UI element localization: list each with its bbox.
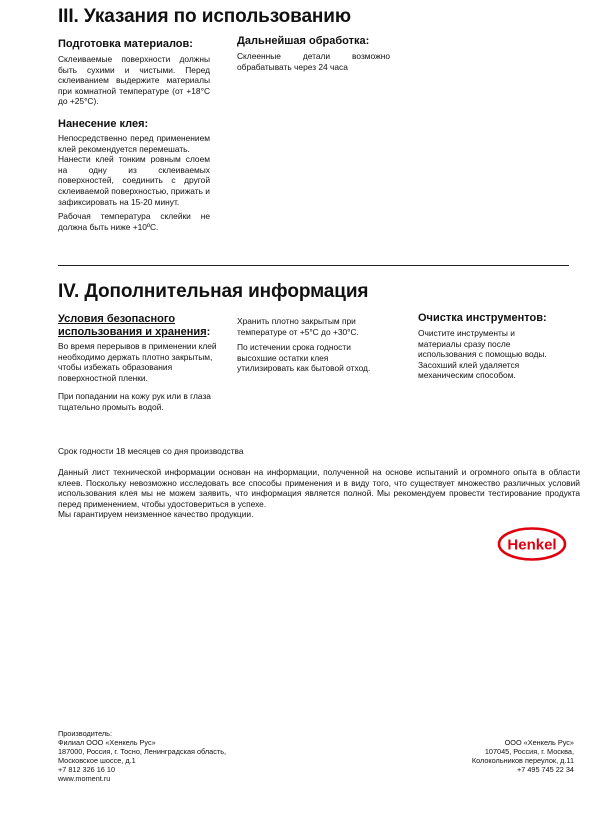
storage-text-2: По истечении срока годности высохшие остатки клея утилизировать как бытовой отход. [237,342,371,374]
footer-left-line: Филиал ООО «Хенкель Рус» [58,737,156,747]
safety-heading-colon: : [206,326,211,338]
safety-heading [58,313,218,339]
apply-heading: Нанесение клея: [58,118,149,130]
prep-block [58,38,210,107]
footer-left-line: Производитель: [58,729,112,738]
footer-right-line: ООО «Хенкель Рус» [504,738,574,747]
further-block [237,35,390,72]
section-4-title: IV. Дополнительная информация [58,281,369,302]
safety-block [58,313,218,413]
further-heading: Дальнейшая обработка: [237,35,370,47]
section-3-title: III. Указания по использованию [58,6,352,27]
shelf-life: Срок годности 18 месяцев со дня производства [58,446,244,456]
safety-heading-text: Условия безопасного использования и хранения [58,313,207,338]
further-text: Склеенные детали возможно обрабатывать через 24 часа [237,51,390,72]
apply-text-1: Непосредственно перед применением клей рекомендуется перемешать. [58,133,210,154]
footer-right-line: +7 495 745 22 34 [516,764,574,774]
footer-left-line: www.moment.ru [58,773,111,783]
apply-block [58,118,210,232]
footer-left-line: +7 812 326 16 10 [58,764,116,774]
cleaning-block [418,312,558,381]
storage-text-1: Хранить плотно закрытым при температуре от +5°С до +30°С. [237,316,359,337]
apply-text-3: Рабочая температура склейки не должна быть ниже +10ºС. [58,211,210,232]
prep-heading: Подготовка материалов: [58,38,193,50]
storage-block [237,316,387,374]
disclaimer-text-1: Данный лист технической информации основан на информации, полученной на основе испытаний и огромного опыта в области клеев. Поскольку невозможно исследовать все способы применения и в виду того, что существует множество различных условий использования клея мы не можем заявить, что информация является полной. Мы рекомендуем провести тестирование продукта перед применением, чтобы удостовериться в успехе. [58,467,580,509]
apply-text-2: Нанести клей тонким ровным слоем на одну из склеиваемых поверхностей, соединить с другой склеиваемой поверхностью, прижать и зафиксировать на 15-20 минут. [58,154,210,207]
cleaning-heading: Очистка инструментов: [418,312,547,324]
safety-text-2: При попадании на кожу рук или в глаза тщательно промыть водой. [58,391,211,412]
disclaimer [58,467,580,520]
henkel-logo-text: Henkel [507,536,557,554]
safety-text-1: Во время перерывов в применении клей необходимо держать плотно закрытым, чтобы избежать образования поверхностной пленки. [58,341,217,383]
section-divider [58,265,569,266]
footer-right-line: 107045, Россия, г. Москва, [484,746,574,756]
cleaning-text-1: Очистите инструменты и материалы сразу после использования с помощью воды. [418,328,547,360]
footer-left-line: Московское шоссе, д.1 [58,755,136,765]
henkel-logo [497,527,567,561]
prep-text: Склеиваемые поверхности должны быть сухими и чистыми. Перед склеиванием выдержите материалы при комнатной температуре (от +18°С до +25°С). [58,54,210,107]
footer-left [58,730,318,783]
cleaning-text-2: Засохший клей удаляется механическим способом. [418,359,520,381]
footer-right-line: Колокольников переулок, д.11 [471,755,574,765]
footer-left-line: 187000, Россия, г. Тосно, Ленинградская область, [58,746,227,756]
disclaimer-text-2: Мы гарантируем неизменное качество продукции. [58,509,254,520]
footer-right [384,739,574,775]
